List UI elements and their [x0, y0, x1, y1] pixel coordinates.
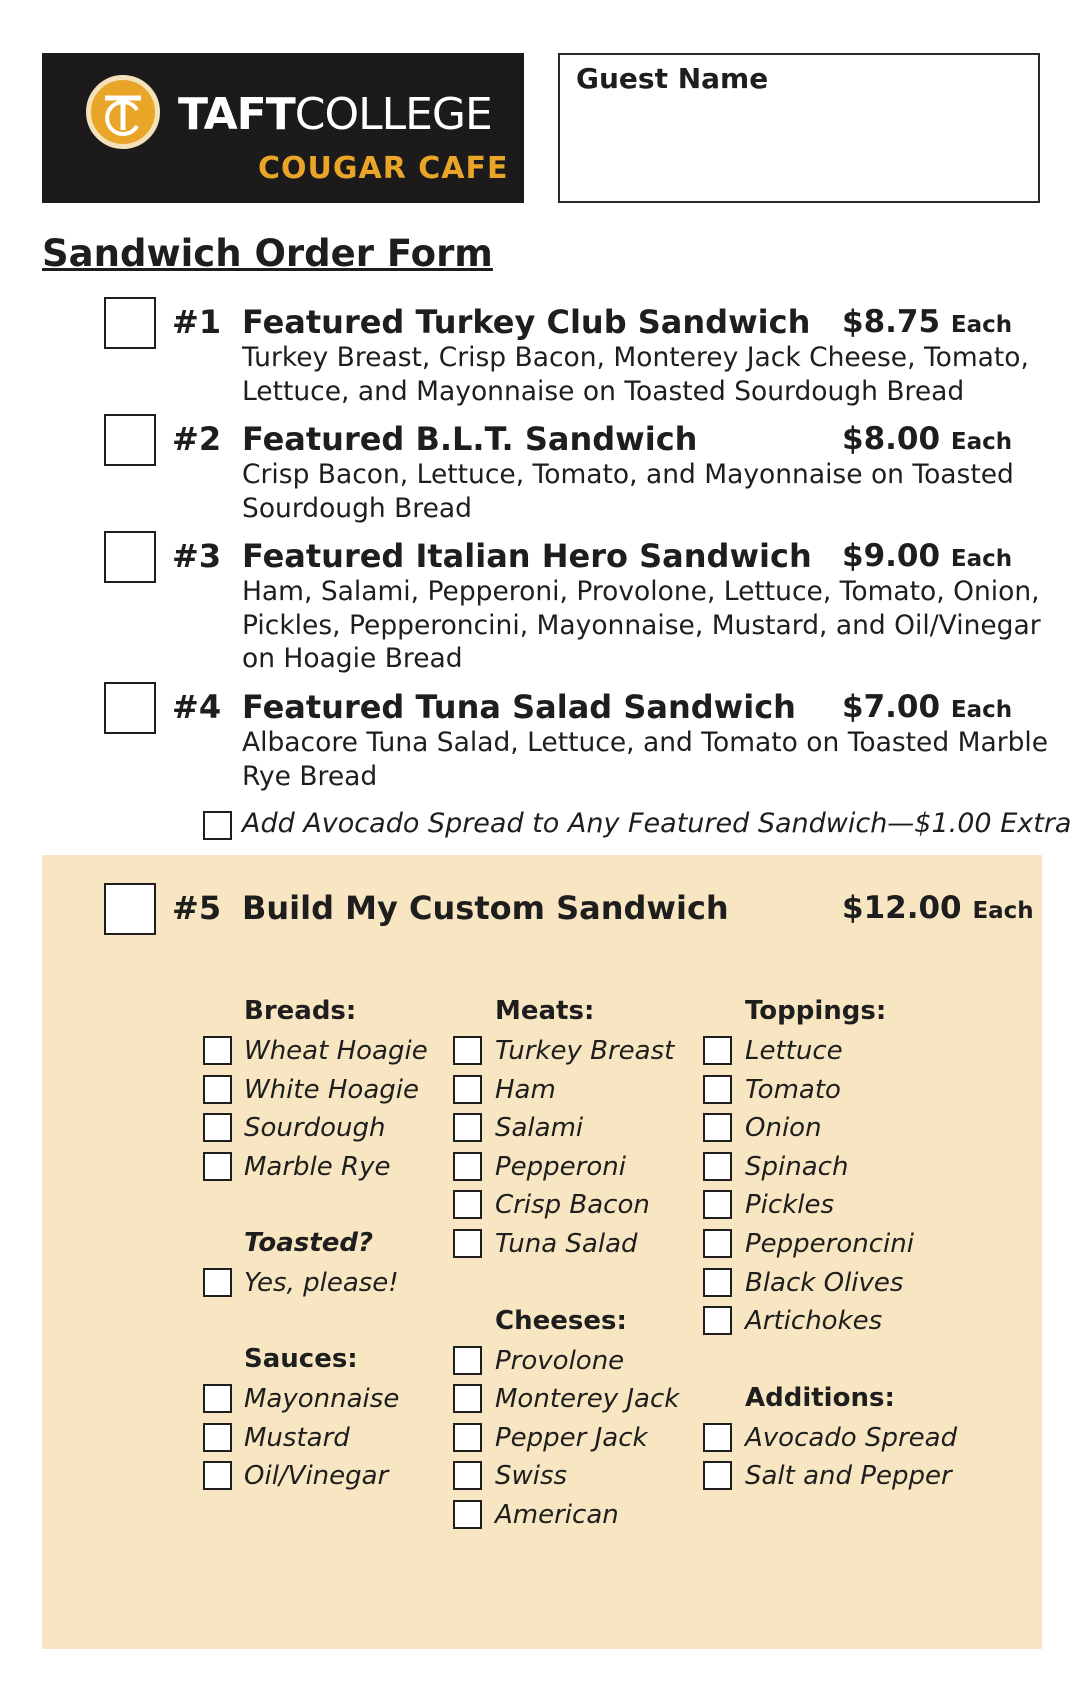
sauce-option: Oil/Vinegar: [244, 1461, 389, 1491]
meats-heading: Meats:: [495, 996, 595, 1026]
cheese-pepper-jack-checkbox[interactable]: [453, 1423, 482, 1452]
addition-option: Salt and Pepper: [745, 1461, 952, 1491]
meat-option: Tuna Salad: [495, 1229, 638, 1259]
page-title: Sandwich Order Form: [42, 232, 493, 275]
brand-subtitle: COUGAR CAFE: [258, 151, 509, 186]
bread-option: Wheat Hoagie: [244, 1036, 428, 1066]
topping-pickles-checkbox[interactable]: [703, 1190, 732, 1219]
item-2-name: Featured B.L.T. Sandwich: [242, 420, 698, 458]
topping-artichokes-checkbox[interactable]: [703, 1306, 732, 1335]
topping-lettuce-checkbox[interactable]: [703, 1036, 732, 1065]
avocado-addon-label: Add Avocado Spread to Any Featured Sandwich—$1.00 Extra: [242, 808, 1072, 839]
item-2-number: #2: [172, 420, 222, 458]
meat-option: Ham: [495, 1075, 556, 1105]
bread-option: White Hoagie: [244, 1075, 419, 1105]
meat-option: Salami: [495, 1113, 584, 1143]
cheese-american-checkbox[interactable]: [453, 1500, 482, 1529]
addition-salt-pepper-checkbox[interactable]: [703, 1461, 732, 1490]
sauce-oil-vinegar-checkbox[interactable]: [203, 1461, 232, 1490]
toasted-yes-checkbox[interactable]: [203, 1268, 232, 1297]
bread-wheat-hoagie-checkbox[interactable]: [203, 1036, 232, 1065]
meat-ham-checkbox[interactable]: [453, 1075, 482, 1104]
item-4-checkbox[interactable]: [104, 682, 156, 734]
item-3-number: #3: [172, 537, 222, 575]
item-4-name: Featured Tuna Salad Sandwich: [242, 688, 796, 726]
cheese-option: American: [495, 1500, 619, 1530]
meat-salami-checkbox[interactable]: [453, 1113, 482, 1142]
topping-option: Lettuce: [745, 1036, 843, 1066]
sauce-option: Mustard: [244, 1423, 350, 1453]
college-seal-logo: [86, 75, 160, 149]
meat-tuna-salad-checkbox[interactable]: [453, 1229, 482, 1258]
cheese-provolone-checkbox[interactable]: [453, 1346, 482, 1375]
item-3-name: Featured Italian Hero Sandwich: [242, 537, 812, 575]
topping-option: Black Olives: [745, 1268, 904, 1298]
guest-name-label: Guest Name: [576, 62, 769, 95]
meat-option: Pepperoni: [495, 1152, 626, 1182]
item-4-price: $7.00 Each: [842, 689, 1013, 725]
meat-turkey-breast-checkbox[interactable]: [453, 1036, 482, 1065]
item-4-number: #4: [172, 688, 222, 726]
topping-spinach-checkbox[interactable]: [703, 1152, 732, 1181]
topping-option: Onion: [745, 1113, 822, 1143]
sauce-mayonnaise-checkbox[interactable]: [203, 1384, 232, 1413]
topping-option: Spinach: [745, 1152, 849, 1182]
item-5-price: $12.00 Each: [842, 890, 1034, 926]
item-1-number: #1: [172, 303, 222, 341]
bread-option: Sourdough: [244, 1113, 386, 1143]
item-3-price: $9.00 Each: [842, 538, 1013, 574]
topping-black-olives-checkbox[interactable]: [703, 1268, 732, 1297]
meat-option: Crisp Bacon: [495, 1190, 650, 1220]
cheese-swiss-checkbox[interactable]: [453, 1461, 482, 1490]
meat-pepperoni-checkbox[interactable]: [453, 1152, 482, 1181]
cheese-option: Provolone: [495, 1346, 625, 1376]
topping-onion-checkbox[interactable]: [703, 1113, 732, 1142]
cheese-monterey-jack-checkbox[interactable]: [453, 1384, 482, 1413]
item-3-checkbox[interactable]: [104, 531, 156, 583]
item-2-description: Crisp Bacon, Lettuce, Tomato, and Mayonnaise on Toasted Sourdough Bread: [242, 459, 1014, 524]
addition-avocado-spread-checkbox[interactable]: [703, 1423, 732, 1452]
cheeses-heading: Cheeses:: [495, 1306, 627, 1336]
topping-option: Tomato: [745, 1075, 841, 1105]
meat-crisp-bacon-checkbox[interactable]: [453, 1190, 482, 1219]
breads-heading: Breads:: [244, 996, 357, 1026]
bread-option: Marble Rye: [244, 1152, 391, 1182]
topping-tomato-checkbox[interactable]: [703, 1075, 732, 1104]
item-1-description: Turkey Breast, Crisp Bacon, Monterey Jack Cheese, Tomato, Lettuce, and Mayonnaise on Toasted Sourdough Bread: [242, 342, 1029, 407]
toasted-option: Yes, please!: [244, 1268, 399, 1298]
addition-option: Avocado Spread: [745, 1423, 958, 1453]
sauces-heading: Sauces:: [244, 1344, 358, 1374]
tc-monogram-icon: [91, 80, 155, 144]
additions-heading: Additions:: [745, 1383, 895, 1413]
item-1-checkbox[interactable]: [104, 297, 156, 349]
item-5-number: #5: [172, 889, 222, 927]
item-2-checkbox[interactable]: [104, 414, 156, 466]
toasted-heading: Toasted?: [244, 1228, 374, 1258]
topping-pepperoncini-checkbox[interactable]: [703, 1229, 732, 1258]
meat-option: Turkey Breast: [495, 1036, 675, 1066]
bread-marble-rye-checkbox[interactable]: [203, 1152, 232, 1181]
topping-option: Pickles: [745, 1190, 835, 1220]
item-1-price: $8.75 Each: [842, 304, 1013, 340]
avocado-addon-checkbox[interactable]: [203, 811, 232, 840]
item-5-checkbox[interactable]: [104, 883, 156, 935]
cheese-option: Monterey Jack: [495, 1384, 680, 1414]
cheese-option: Pepper Jack: [495, 1423, 648, 1453]
item-3-description: Ham, Salami, Pepperoni, Provolone, Lettuce, Tomato, Onion, Pickles, Pepperoncini, Mayonnaise, Mustard, and Oil/Vinegar on Hoagie Bread: [242, 576, 1041, 674]
brand-name: TAFTCOLLEGE: [178, 89, 492, 140]
item-5-name: Build My Custom Sandwich: [242, 889, 729, 927]
item-2-price: $8.00 Each: [842, 421, 1013, 457]
sauce-option: Mayonnaise: [244, 1384, 400, 1414]
bread-sourdough-checkbox[interactable]: [203, 1113, 232, 1142]
item-1-name: Featured Turkey Club Sandwich: [242, 303, 811, 341]
sauce-mustard-checkbox[interactable]: [203, 1423, 232, 1452]
topping-option: Artichokes: [745, 1306, 883, 1336]
toppings-heading: Toppings:: [745, 996, 887, 1026]
cheese-option: Swiss: [495, 1461, 568, 1491]
item-4-description: Albacore Tuna Salad, Lettuce, and Tomato on Toasted Marble Rye Bread: [242, 727, 1049, 792]
bread-white-hoagie-checkbox[interactable]: [203, 1075, 232, 1104]
topping-option: Pepperoncini: [745, 1229, 914, 1259]
